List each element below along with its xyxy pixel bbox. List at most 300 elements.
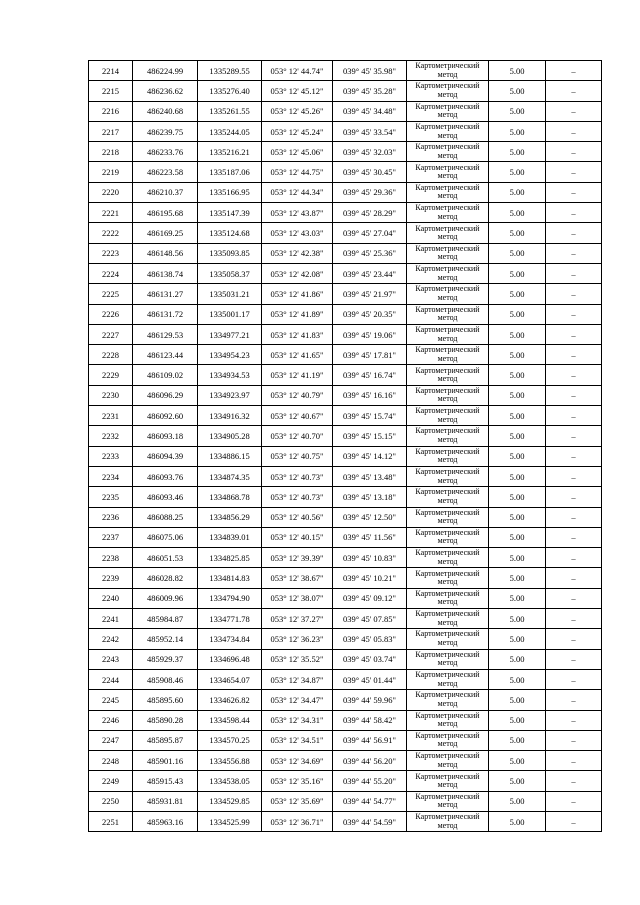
point-number-cell: 2250 — [89, 791, 133, 811]
x-coordinate-cell: 486224.99 — [133, 61, 198, 81]
point-number-cell: 2243 — [89, 649, 133, 669]
method-cell: Картометрический метод — [407, 61, 489, 81]
method-cell: Картометрический метод — [407, 304, 489, 324]
note-cell: – — [546, 182, 602, 202]
latitude-cell: 053° 12' 43.03" — [262, 223, 333, 243]
y-coordinate-cell: 1335276.40 — [198, 81, 262, 101]
accuracy-cell: 5.00 — [489, 182, 546, 202]
note-cell: – — [546, 527, 602, 547]
accuracy-cell: 5.00 — [489, 588, 546, 608]
method-cell: Картометрический метод — [407, 345, 489, 365]
point-number-cell: 2248 — [89, 751, 133, 771]
latitude-cell: 053° 12' 37.27" — [262, 609, 333, 629]
longitude-cell: 039° 45' 34.48" — [333, 101, 407, 121]
table-row — [89, 182, 602, 202]
latitude-cell: 053° 12' 35.69" — [262, 791, 333, 811]
note-cell: – — [546, 548, 602, 568]
point-number-cell: 2245 — [89, 690, 133, 710]
y-coordinate-cell: 1334839.01 — [198, 527, 262, 547]
accuracy-cell: 5.00 — [489, 690, 546, 710]
point-number-cell: 2234 — [89, 466, 133, 486]
table-row — [89, 751, 602, 771]
longitude-cell: 039° 45' 20.35" — [333, 304, 407, 324]
latitude-cell: 053° 12' 40.79" — [262, 385, 333, 405]
longitude-cell: 039° 44' 54.59" — [333, 811, 407, 831]
point-number-cell: 2242 — [89, 629, 133, 649]
x-coordinate-cell: 486094.39 — [133, 446, 198, 466]
coordinates-table — [88, 60, 602, 832]
point-number-cell: 2221 — [89, 203, 133, 223]
y-coordinate-cell: 1335261.55 — [198, 101, 262, 121]
x-coordinate-cell: 486123.44 — [133, 345, 198, 365]
longitude-cell: 039° 45' 29.36" — [333, 182, 407, 202]
method-cell: Картометрический метод — [407, 649, 489, 669]
table-row — [89, 101, 602, 121]
y-coordinate-cell: 1335187.06 — [198, 162, 262, 182]
x-coordinate-cell: 486240.68 — [133, 101, 198, 121]
latitude-cell: 053° 12' 36.23" — [262, 629, 333, 649]
point-number-cell: 2220 — [89, 182, 133, 202]
latitude-cell: 053° 12' 38.07" — [262, 588, 333, 608]
x-coordinate-cell: 486109.02 — [133, 365, 198, 385]
x-coordinate-cell: 486236.62 — [133, 81, 198, 101]
accuracy-cell: 5.00 — [489, 385, 546, 405]
table-row — [89, 507, 602, 527]
point-number-cell: 2241 — [89, 609, 133, 629]
longitude-cell: 039° 45' 35.28" — [333, 81, 407, 101]
table-row — [89, 568, 602, 588]
longitude-cell: 039° 45' 15.15" — [333, 426, 407, 446]
longitude-cell: 039° 45' 19.06" — [333, 324, 407, 344]
x-coordinate-cell: 485984.87 — [133, 609, 198, 629]
latitude-cell: 053° 12' 34.47" — [262, 690, 333, 710]
note-cell: – — [546, 406, 602, 426]
latitude-cell: 053° 12' 35.52" — [262, 649, 333, 669]
longitude-cell: 039° 45' 10.21" — [333, 568, 407, 588]
longitude-cell: 039° 45' 14.12" — [333, 446, 407, 466]
table-row — [89, 385, 602, 405]
note-cell: – — [546, 751, 602, 771]
accuracy-cell: 5.00 — [489, 101, 546, 121]
x-coordinate-cell: 485915.43 — [133, 771, 198, 791]
y-coordinate-cell: 1335124.68 — [198, 223, 262, 243]
accuracy-cell: 5.00 — [489, 345, 546, 365]
note-cell: – — [546, 81, 602, 101]
point-number-cell: 2229 — [89, 365, 133, 385]
longitude-cell: 039° 45' 13.18" — [333, 487, 407, 507]
note-cell: – — [546, 162, 602, 182]
method-cell: Картометрический метод — [407, 284, 489, 304]
method-cell: Картометрический метод — [407, 101, 489, 121]
method-cell: Картометрический метод — [407, 568, 489, 588]
method-cell: Картометрический метод — [407, 751, 489, 771]
x-coordinate-cell: 486223.58 — [133, 162, 198, 182]
x-coordinate-cell: 485931.81 — [133, 791, 198, 811]
note-cell: – — [546, 121, 602, 141]
point-number-cell: 2238 — [89, 548, 133, 568]
accuracy-cell: 5.00 — [489, 223, 546, 243]
longitude-cell: 039° 45' 10.83" — [333, 548, 407, 568]
x-coordinate-cell: 486148.56 — [133, 243, 198, 263]
method-cell: Картометрический метод — [407, 771, 489, 791]
note-cell: – — [546, 507, 602, 527]
x-coordinate-cell: 486093.76 — [133, 466, 198, 486]
point-number-cell: 2216 — [89, 101, 133, 121]
point-number-cell: 2226 — [89, 304, 133, 324]
method-cell: Картометрический метод — [407, 487, 489, 507]
method-cell: Картометрический метод — [407, 588, 489, 608]
table-row — [89, 811, 602, 831]
x-coordinate-cell: 485963.16 — [133, 811, 198, 831]
accuracy-cell: 5.00 — [489, 710, 546, 730]
y-coordinate-cell: 1335216.21 — [198, 142, 262, 162]
y-coordinate-cell: 1334529.85 — [198, 791, 262, 811]
longitude-cell: 039° 45' 09.12" — [333, 588, 407, 608]
x-coordinate-cell: 486131.72 — [133, 304, 198, 324]
accuracy-cell: 5.00 — [489, 548, 546, 568]
accuracy-cell: 5.00 — [489, 284, 546, 304]
table-row — [89, 243, 602, 263]
longitude-cell: 039° 45' 01.44" — [333, 669, 407, 689]
y-coordinate-cell: 1334556.88 — [198, 751, 262, 771]
note-cell: – — [546, 690, 602, 710]
table-row — [89, 324, 602, 344]
x-coordinate-cell: 486169.25 — [133, 223, 198, 243]
method-cell: Картометрический метод — [407, 121, 489, 141]
y-coordinate-cell: 1334905.28 — [198, 426, 262, 446]
y-coordinate-cell: 1335058.37 — [198, 263, 262, 283]
accuracy-cell: 5.00 — [489, 61, 546, 81]
x-coordinate-cell: 486131.27 — [133, 284, 198, 304]
point-number-cell: 2224 — [89, 263, 133, 283]
x-coordinate-cell: 486093.46 — [133, 487, 198, 507]
note-cell: – — [546, 710, 602, 730]
table-row — [89, 771, 602, 791]
point-number-cell: 2247 — [89, 730, 133, 750]
y-coordinate-cell: 1335166.95 — [198, 182, 262, 202]
longitude-cell: 039° 45' 21.97" — [333, 284, 407, 304]
y-coordinate-cell: 1335244.05 — [198, 121, 262, 141]
point-number-cell: 2239 — [89, 568, 133, 588]
accuracy-cell: 5.00 — [489, 771, 546, 791]
point-number-cell: 2236 — [89, 507, 133, 527]
method-cell: Картометрический метод — [407, 243, 489, 263]
longitude-cell: 039° 45' 12.50" — [333, 507, 407, 527]
note-cell: – — [546, 669, 602, 689]
table-body — [89, 61, 602, 832]
point-number-cell: 2249 — [89, 771, 133, 791]
y-coordinate-cell: 1334794.90 — [198, 588, 262, 608]
y-coordinate-cell: 1334825.85 — [198, 548, 262, 568]
point-number-cell: 2228 — [89, 345, 133, 365]
accuracy-cell: 5.00 — [489, 263, 546, 283]
longitude-cell: 039° 44' 56.91" — [333, 730, 407, 750]
latitude-cell: 053° 12' 41.89" — [262, 304, 333, 324]
latitude-cell: 053° 12' 45.12" — [262, 81, 333, 101]
longitude-cell: 039° 45' 17.81" — [333, 345, 407, 365]
longitude-cell: 039° 45' 16.16" — [333, 385, 407, 405]
accuracy-cell: 5.00 — [489, 629, 546, 649]
y-coordinate-cell: 1334696.48 — [198, 649, 262, 669]
longitude-cell: 039° 44' 58.42" — [333, 710, 407, 730]
table-row — [89, 61, 602, 81]
x-coordinate-cell: 486210.37 — [133, 182, 198, 202]
x-coordinate-cell: 485895.87 — [133, 730, 198, 750]
method-cell: Картометрический метод — [407, 710, 489, 730]
longitude-cell: 039° 45' 16.74" — [333, 365, 407, 385]
latitude-cell: 053° 12' 34.31" — [262, 710, 333, 730]
point-number-cell: 2244 — [89, 669, 133, 689]
table-row — [89, 162, 602, 182]
method-cell: Картометрический метод — [407, 324, 489, 344]
x-coordinate-cell: 485929.37 — [133, 649, 198, 669]
note-cell: – — [546, 61, 602, 81]
table-row — [89, 203, 602, 223]
method-cell: Картометрический метод — [407, 609, 489, 629]
latitude-cell: 053° 12' 40.75" — [262, 446, 333, 466]
latitude-cell: 053° 12' 44.34" — [262, 182, 333, 202]
method-cell: Картометрический метод — [407, 507, 489, 527]
accuracy-cell: 5.00 — [489, 507, 546, 527]
latitude-cell: 053° 12' 42.38" — [262, 243, 333, 263]
latitude-cell: 053° 12' 40.73" — [262, 487, 333, 507]
method-cell: Картометрический метод — [407, 203, 489, 223]
latitude-cell: 053° 12' 41.83" — [262, 324, 333, 344]
method-cell: Картометрический метод — [407, 162, 489, 182]
y-coordinate-cell: 1335001.17 — [198, 304, 262, 324]
point-number-cell: 2227 — [89, 324, 133, 344]
table-row — [89, 142, 602, 162]
method-cell: Картометрический метод — [407, 182, 489, 202]
longitude-cell: 039° 45' 25.36" — [333, 243, 407, 263]
x-coordinate-cell: 485952.14 — [133, 629, 198, 649]
note-cell: – — [546, 649, 602, 669]
y-coordinate-cell: 1334874.35 — [198, 466, 262, 486]
point-number-cell: 2233 — [89, 446, 133, 466]
point-number-cell: 2251 — [89, 811, 133, 831]
x-coordinate-cell: 486138.74 — [133, 263, 198, 283]
note-cell: – — [546, 487, 602, 507]
point-number-cell: 2222 — [89, 223, 133, 243]
method-cell: Картометрический метод — [407, 263, 489, 283]
accuracy-cell: 5.00 — [489, 811, 546, 831]
x-coordinate-cell: 486129.53 — [133, 324, 198, 344]
y-coordinate-cell: 1334886.15 — [198, 446, 262, 466]
accuracy-cell: 5.00 — [489, 162, 546, 182]
longitude-cell: 039° 45' 07.85" — [333, 609, 407, 629]
method-cell: Картометрический метод — [407, 365, 489, 385]
method-cell: Картометрический метод — [407, 446, 489, 466]
method-cell: Картометрический метод — [407, 548, 489, 568]
point-number-cell: 2237 — [89, 527, 133, 547]
note-cell: – — [546, 263, 602, 283]
note-cell: – — [546, 365, 602, 385]
note-cell: – — [546, 811, 602, 831]
table-row — [89, 588, 602, 608]
note-cell: – — [546, 446, 602, 466]
x-coordinate-cell: 486233.76 — [133, 142, 198, 162]
table-row — [89, 446, 602, 466]
latitude-cell: 053° 12' 44.75" — [262, 162, 333, 182]
longitude-cell: 039° 44' 55.20" — [333, 771, 407, 791]
longitude-cell: 039° 45' 30.45" — [333, 162, 407, 182]
latitude-cell: 053° 12' 41.19" — [262, 365, 333, 385]
y-coordinate-cell: 1334525.99 — [198, 811, 262, 831]
x-coordinate-cell: 486093.18 — [133, 426, 198, 446]
point-number-cell: 2223 — [89, 243, 133, 263]
latitude-cell: 053° 12' 41.86" — [262, 284, 333, 304]
method-cell: Картометрический метод — [407, 690, 489, 710]
y-coordinate-cell: 1334734.84 — [198, 629, 262, 649]
note-cell: – — [546, 345, 602, 365]
note-cell: – — [546, 629, 602, 649]
longitude-cell: 039° 45' 15.74" — [333, 406, 407, 426]
latitude-cell: 053° 12' 36.71" — [262, 811, 333, 831]
table-row — [89, 527, 602, 547]
x-coordinate-cell: 486028.82 — [133, 568, 198, 588]
longitude-cell: 039° 45' 23.44" — [333, 263, 407, 283]
latitude-cell: 053° 12' 45.26" — [262, 101, 333, 121]
method-cell: Картометрический метод — [407, 406, 489, 426]
table-row — [89, 121, 602, 141]
point-number-cell: 2230 — [89, 385, 133, 405]
accuracy-cell: 5.00 — [489, 487, 546, 507]
accuracy-cell: 5.00 — [489, 81, 546, 101]
accuracy-cell: 5.00 — [489, 446, 546, 466]
y-coordinate-cell: 1335289.55 — [198, 61, 262, 81]
note-cell: – — [546, 385, 602, 405]
y-coordinate-cell: 1334954.23 — [198, 345, 262, 365]
accuracy-cell: 5.00 — [489, 304, 546, 324]
accuracy-cell: 5.00 — [489, 243, 546, 263]
table-row — [89, 609, 602, 629]
latitude-cell: 053° 12' 45.06" — [262, 142, 333, 162]
accuracy-cell: 5.00 — [489, 730, 546, 750]
latitude-cell: 053° 12' 34.69" — [262, 751, 333, 771]
accuracy-cell: 5.00 — [489, 466, 546, 486]
latitude-cell: 053° 12' 34.51" — [262, 730, 333, 750]
method-cell: Картометрический метод — [407, 466, 489, 486]
x-coordinate-cell: 485901.16 — [133, 751, 198, 771]
note-cell: – — [546, 791, 602, 811]
y-coordinate-cell: 1334916.32 — [198, 406, 262, 426]
latitude-cell: 053° 12' 35.16" — [262, 771, 333, 791]
note-cell: – — [546, 243, 602, 263]
table-row — [89, 284, 602, 304]
table-row — [89, 791, 602, 811]
longitude-cell: 039° 45' 11.56" — [333, 527, 407, 547]
table-row — [89, 406, 602, 426]
method-cell: Картометрический метод — [407, 669, 489, 689]
x-coordinate-cell: 486088.25 — [133, 507, 198, 527]
latitude-cell: 053° 12' 40.73" — [262, 466, 333, 486]
x-coordinate-cell: 486009.96 — [133, 588, 198, 608]
note-cell: – — [546, 588, 602, 608]
method-cell: Картометрический метод — [407, 81, 489, 101]
latitude-cell: 053° 12' 40.15" — [262, 527, 333, 547]
table-row — [89, 649, 602, 669]
latitude-cell: 053° 12' 40.67" — [262, 406, 333, 426]
table-row — [89, 223, 602, 243]
accuracy-cell: 5.00 — [489, 121, 546, 141]
point-number-cell: 2225 — [89, 284, 133, 304]
table-row — [89, 426, 602, 446]
y-coordinate-cell: 1334598.44 — [198, 710, 262, 730]
note-cell: – — [546, 284, 602, 304]
latitude-cell: 053° 12' 38.67" — [262, 568, 333, 588]
accuracy-cell: 5.00 — [489, 203, 546, 223]
latitude-cell: 053° 12' 41.65" — [262, 345, 333, 365]
y-coordinate-cell: 1335031.21 — [198, 284, 262, 304]
accuracy-cell: 5.00 — [489, 791, 546, 811]
table-row — [89, 710, 602, 730]
method-cell: Картометрический метод — [407, 223, 489, 243]
y-coordinate-cell: 1334771.78 — [198, 609, 262, 629]
accuracy-cell: 5.00 — [489, 426, 546, 446]
note-cell: – — [546, 609, 602, 629]
x-coordinate-cell: 485908.46 — [133, 669, 198, 689]
y-coordinate-cell: 1335147.39 — [198, 203, 262, 223]
latitude-cell: 053° 12' 43.87" — [262, 203, 333, 223]
longitude-cell: 039° 45' 13.48" — [333, 466, 407, 486]
accuracy-cell: 5.00 — [489, 324, 546, 344]
point-number-cell: 2232 — [89, 426, 133, 446]
method-cell: Картометрический метод — [407, 385, 489, 405]
point-number-cell: 2235 — [89, 487, 133, 507]
accuracy-cell: 5.00 — [489, 609, 546, 629]
table-row — [89, 548, 602, 568]
note-cell: – — [546, 426, 602, 446]
longitude-cell: 039° 45' 33.54" — [333, 121, 407, 141]
note-cell: – — [546, 223, 602, 243]
table-row — [89, 466, 602, 486]
latitude-cell: 053° 12' 42.08" — [262, 263, 333, 283]
y-coordinate-cell: 1334654.07 — [198, 669, 262, 689]
point-number-cell: 2217 — [89, 121, 133, 141]
latitude-cell: 053° 12' 34.87" — [262, 669, 333, 689]
x-coordinate-cell: 486195.68 — [133, 203, 198, 223]
table-row — [89, 345, 602, 365]
table-row — [89, 365, 602, 385]
point-number-cell: 2218 — [89, 142, 133, 162]
y-coordinate-cell: 1334814.83 — [198, 568, 262, 588]
accuracy-cell: 5.00 — [489, 142, 546, 162]
point-number-cell: 2246 — [89, 710, 133, 730]
accuracy-cell: 5.00 — [489, 751, 546, 771]
y-coordinate-cell: 1334626.82 — [198, 690, 262, 710]
x-coordinate-cell: 486075.06 — [133, 527, 198, 547]
longitude-cell: 039° 45' 35.98" — [333, 61, 407, 81]
note-cell: – — [546, 771, 602, 791]
x-coordinate-cell: 486092.60 — [133, 406, 198, 426]
x-coordinate-cell: 486051.53 — [133, 548, 198, 568]
y-coordinate-cell: 1334538.05 — [198, 771, 262, 791]
method-cell: Картометрический метод — [407, 426, 489, 446]
note-cell: – — [546, 101, 602, 121]
latitude-cell: 053° 12' 40.56" — [262, 507, 333, 527]
method-cell: Картометрический метод — [407, 527, 489, 547]
y-coordinate-cell: 1334934.53 — [198, 365, 262, 385]
table-row — [89, 304, 602, 324]
note-cell: – — [546, 568, 602, 588]
accuracy-cell: 5.00 — [489, 568, 546, 588]
latitude-cell: 053° 12' 40.70" — [262, 426, 333, 446]
table-row — [89, 730, 602, 750]
table-row — [89, 629, 602, 649]
method-cell: Картометрический метод — [407, 142, 489, 162]
longitude-cell: 039° 45' 28.29" — [333, 203, 407, 223]
y-coordinate-cell: 1334856.29 — [198, 507, 262, 527]
